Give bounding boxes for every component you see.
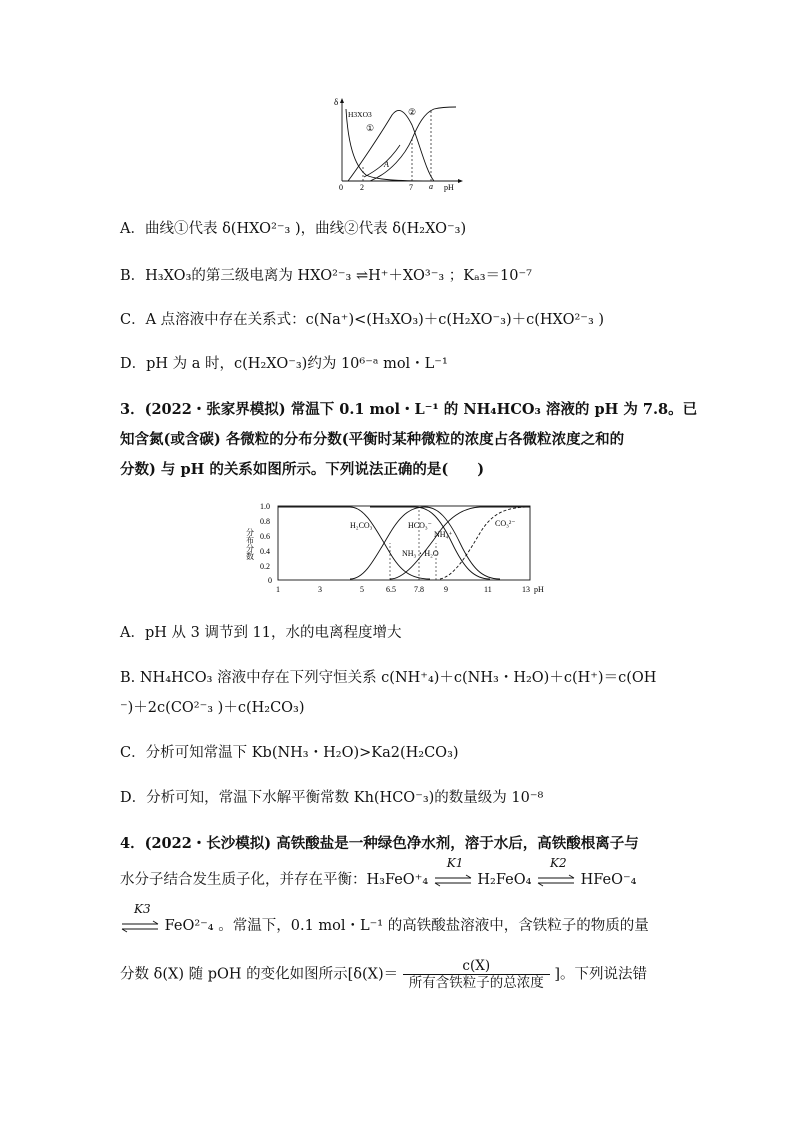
fig2-curve-hco3 bbox=[350, 507, 500, 579]
fig2-xtick-13: 13 bbox=[522, 585, 530, 594]
fig1-curve1-label: ① bbox=[366, 123, 375, 133]
fig2-curve-co3 bbox=[440, 507, 530, 579]
q4-k1-label: K1 bbox=[446, 856, 464, 870]
fig1-curve-2 bbox=[370, 107, 456, 181]
q4-line4 bbox=[120, 958, 647, 991]
q2-option-a: A．曲线①代表 δ(HXO²⁻₃ )，曲线②代表 δ(H₂XO⁻₃) bbox=[120, 221, 467, 237]
figure2-distribution-chart bbox=[240, 498, 560, 598]
q3-option-a: A．pH 从 3 调节到 11，水的电离程度增大 bbox=[120, 625, 402, 641]
q3-stem-line1: 3．(2022・张家界模拟) 常温下 0.1 mol・L⁻¹ 的 NH₄HCO₃ 溶液的 pH 为 7.8。已 bbox=[120, 401, 698, 418]
fig2-xtick-3: 3 bbox=[318, 585, 322, 594]
q4-equilibrium-arrow-2 bbox=[536, 856, 576, 890]
fig1-x-label: pH bbox=[444, 183, 454, 192]
fig1-curve2-label: ② bbox=[408, 107, 417, 117]
fig1-xtick-a: a bbox=[429, 182, 433, 191]
q4-line2-mid: H₂FeO₄ bbox=[477, 872, 532, 888]
q4-frac-denominator: 所有含铁粒子的总浓度 bbox=[408, 975, 544, 991]
q2-option-d: D．pH 为 a 时，c(H₂XO⁻₃)约为 10⁶⁻ᵃ mol・L⁻¹ bbox=[120, 356, 448, 372]
q4-eq-arrow-icon-1 bbox=[433, 874, 473, 888]
q4-eq-arrow-icon-2 bbox=[536, 874, 576, 888]
q4-line4-prefix: 分数 δ(X) 随 pOH 的变化如图所示[δ(X)＝ bbox=[120, 966, 399, 983]
fig1-y-arrow bbox=[340, 98, 344, 103]
q4-line2-prefix: 水分子结合发生质子化，并存在平衡：H₃FeO⁺₄ bbox=[120, 872, 429, 888]
q4-line4-suffix: ]。下列说法错 bbox=[554, 966, 648, 983]
q4-line3 bbox=[120, 902, 649, 936]
q4-line2 bbox=[120, 856, 637, 890]
fig1-x-arrow bbox=[458, 179, 463, 183]
q3-option-d: D．分析可知，常温下水解平衡常数 Kh(HCO⁻₃)的数量级为 10⁻⁸ bbox=[120, 790, 544, 806]
q3-option-c: C．分析可知常温下 Kb(NH₃・H₂O)>Ka2(H₂CO₃) bbox=[120, 745, 459, 761]
fig2-ytick-0: 0 bbox=[268, 576, 272, 585]
fig1-y-label: δ bbox=[334, 97, 339, 107]
fig1-xtick-2: 2 bbox=[360, 183, 364, 192]
fig2-label-h2co3: H₂CO₃ bbox=[350, 521, 373, 530]
q4-equilibrium-arrow-3 bbox=[120, 902, 160, 936]
q3-stem-line3: 分数) 与 pH 的关系如图所示。下列说法正确的是( ) bbox=[120, 461, 485, 478]
fig2-ytick-02: 0.2 bbox=[260, 562, 270, 571]
q4-delta-fraction bbox=[403, 958, 550, 991]
q4-frac-numerator: c(X) bbox=[403, 958, 550, 975]
q4-eq-arrow-icon-3 bbox=[120, 920, 160, 934]
fig2-xtick-65: 6.5 bbox=[386, 585, 396, 594]
fig2-label-nh4: NH₄⁺ bbox=[434, 530, 453, 539]
q4-line1: 4．(2022・长沙模拟) 高铁酸盐是一种绿色净水剂，溶于水后，高铁酸根离子与 bbox=[120, 835, 639, 852]
fig2-xtick-1: 1 bbox=[276, 585, 280, 594]
fig2-label-co3: CO₃²⁻ bbox=[495, 519, 516, 528]
fig2-curve-nh4 bbox=[370, 507, 490, 579]
q2-option-c: C．A 点溶液中存在关系式：c(Na⁺)<(H₃XO₃)＋c(H₂XO⁻₃)＋c(HXO²⁻₃ ) bbox=[120, 312, 605, 328]
fig2-x-label: pH bbox=[534, 585, 544, 594]
fig2-xtick-5: 5 bbox=[360, 585, 364, 594]
fig2-ytick-04: 0.4 bbox=[260, 547, 270, 556]
fig2-xtick-78: 7.8 bbox=[414, 585, 424, 594]
q4-k2-label: K2 bbox=[550, 856, 567, 870]
q4-k3-label: K3 bbox=[134, 902, 151, 916]
fig2-label-nh3h2o: NH₃・H₂O bbox=[402, 549, 439, 558]
figure1-distribution-chart bbox=[330, 95, 470, 195]
fig1-h3xo3-label: H3XO3 bbox=[348, 110, 372, 119]
fig1-point-a-label: A bbox=[384, 160, 389, 169]
fig2-label-hco3: HCO₃⁻ bbox=[408, 521, 432, 530]
fig1-xtick-0: 0 bbox=[339, 183, 343, 192]
fig2-xtick-11: 11 bbox=[484, 585, 492, 594]
q3-stem-line2: 知含氮(或含碳) 各微粒的分布分数(平衡时某种微粒的浓度占各微粒浓度之和的 bbox=[120, 431, 625, 448]
q2-option-b: B．H₃XO₃的第三级电离为 HXO²⁻₃ ⇌H⁺＋XO³⁻₃ ；Kₐ₃＝10⁻⁷ bbox=[120, 268, 532, 284]
fig2-y-label: 分布分数 bbox=[245, 528, 255, 560]
q4-line2-end: HFeO⁻₄ bbox=[580, 872, 637, 888]
fig2-xtick-9: 9 bbox=[444, 585, 448, 594]
q4-equilibrium-arrow-1 bbox=[433, 856, 473, 890]
fig2-ytick-1: 1.0 bbox=[260, 502, 270, 511]
fig1-xtick-7: 7 bbox=[409, 183, 413, 192]
fig2-curve-h2co3 bbox=[278, 507, 430, 579]
q3-option-b-line2: ⁻)＋2c(CO²⁻₃ )＋c(H₂CO₃) bbox=[120, 700, 305, 716]
fig2-frame bbox=[278, 506, 530, 580]
fig1-curve-rising bbox=[364, 145, 400, 177]
q3-option-b-line1: B. NH₄HCO₃ 溶液中存在下列守恒关系 c(NH⁺₄)＋c(NH₃・H₂O)＋c(H⁺)＝c(OH bbox=[120, 670, 657, 686]
fig2-ytick-08: 0.8 bbox=[260, 517, 270, 526]
q4-line3-end: FeO²⁻₄ 。常温下，0.1 mol・L⁻¹ 的高铁酸盐溶液中，含铁粒子的物质的量 bbox=[164, 918, 649, 934]
fig2-ytick-06: 0.6 bbox=[260, 532, 270, 541]
